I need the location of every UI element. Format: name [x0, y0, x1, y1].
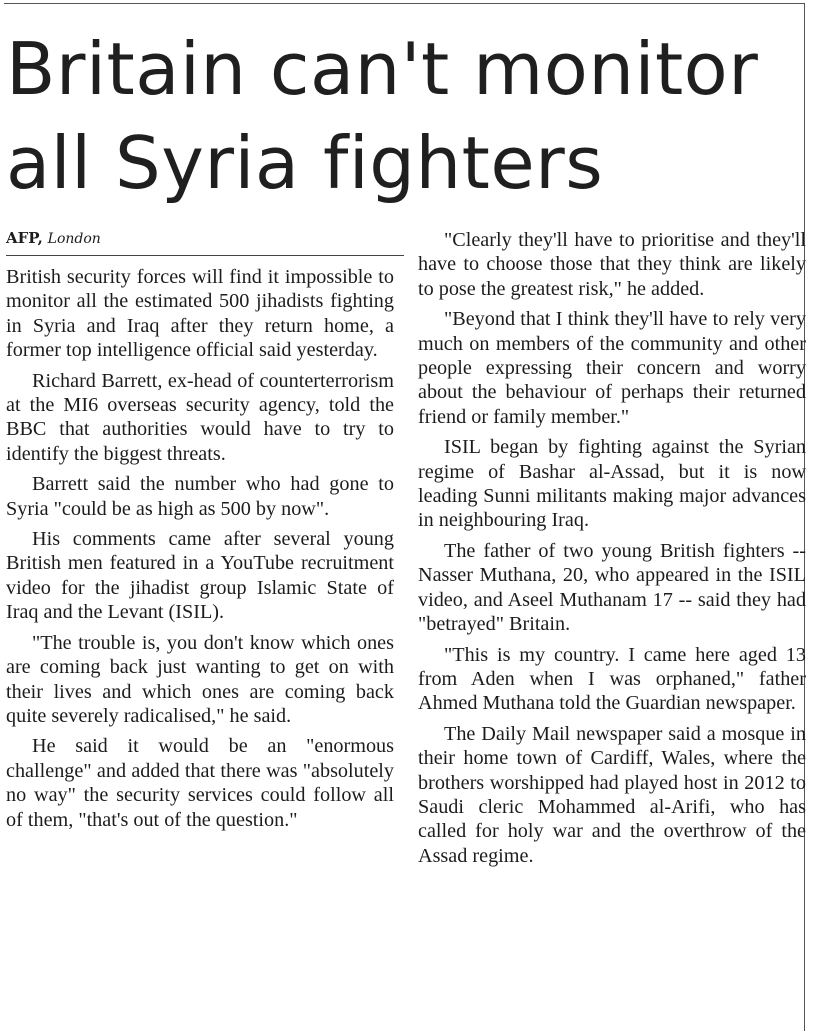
article-paragraph: The Daily Mail newspaper said a mosque in their home town of Cardiff, Wales, where the brothers worshipped had played host in 2012 to Saudi cleric Mohammed al-Arifi, who has called for holy war and the overthrow of the Assad regime.	[418, 722, 806, 867]
article-paragraph: ISIL began by fighting against the Syrian regime of Bashar al-Assad, but it is now leading Sunni militants making major advances in neighbouring Iraq.	[418, 436, 806, 532]
article-paragraph: Richard Barrett, ex-head of counterterrorism at the MI6 overseas security agency, told the BBC that authorities would have to try to identify the biggest threats.	[6, 369, 394, 465]
article-paragraph: His comments came after several young British men featured in a YouTube recruitment video for the jihadist group Islamic State of Iraq and the Levant (ISIL).	[6, 528, 394, 624]
top-rule	[4, 3, 805, 4]
article-paragraph: British security forces will find it impossible to monitor all the estimated 500 jihadists fighting in Syria and Iraq after they return home, a former top intelligence official said yesterday.	[6, 266, 394, 362]
article-paragraph: "Clearly they'll have to prioritise and they'll have to choose those that they think are likely to pose the greatest risk," he added.	[418, 229, 806, 300]
article-paragraph: He said it would be an "enormous challenge" and added that there was "absolutely no way" the security services could follow all of them, "that's out of the question."	[6, 735, 394, 831]
article-paragraph: "This is my country. I came here aged 13 from Aden when I was orphaned," father Ahmed Muthana told the Guardian newspaper.	[418, 643, 806, 715]
byline	[6, 228, 404, 256]
byline-dateline: London	[47, 231, 101, 247]
article-column-left	[6, 265, 394, 838]
headline-line-1: Britain can't monitor	[6, 27, 759, 111]
article-column-right	[418, 228, 806, 874]
article-paragraph: "Beyond that I think they'll have to rely very much on members of the community and other people expressing their concern and worry about the behaviour of perhaps their returned friend or family member."	[418, 308, 806, 428]
byline-agency: AFP,	[6, 229, 43, 247]
article-paragraph: "The trouble is, you don't know which ones are coming back just wanting to get on with their lives and which ones are coming back quite severely radicalised," he said.	[6, 631, 394, 727]
article-paragraph: The father of two young British fighters -- Nasser Muthana, 20, who appeared in the ISIL video, and Aseel Muthanam 17 -- said they had "betrayed" Britain.	[418, 539, 806, 636]
article-paragraph: Barrett said the number who had gone to Syria "could be as high as 500 by now".	[6, 473, 394, 520]
headline	[6, 22, 806, 210]
headline-line-2: all Syria fighters	[6, 121, 604, 205]
